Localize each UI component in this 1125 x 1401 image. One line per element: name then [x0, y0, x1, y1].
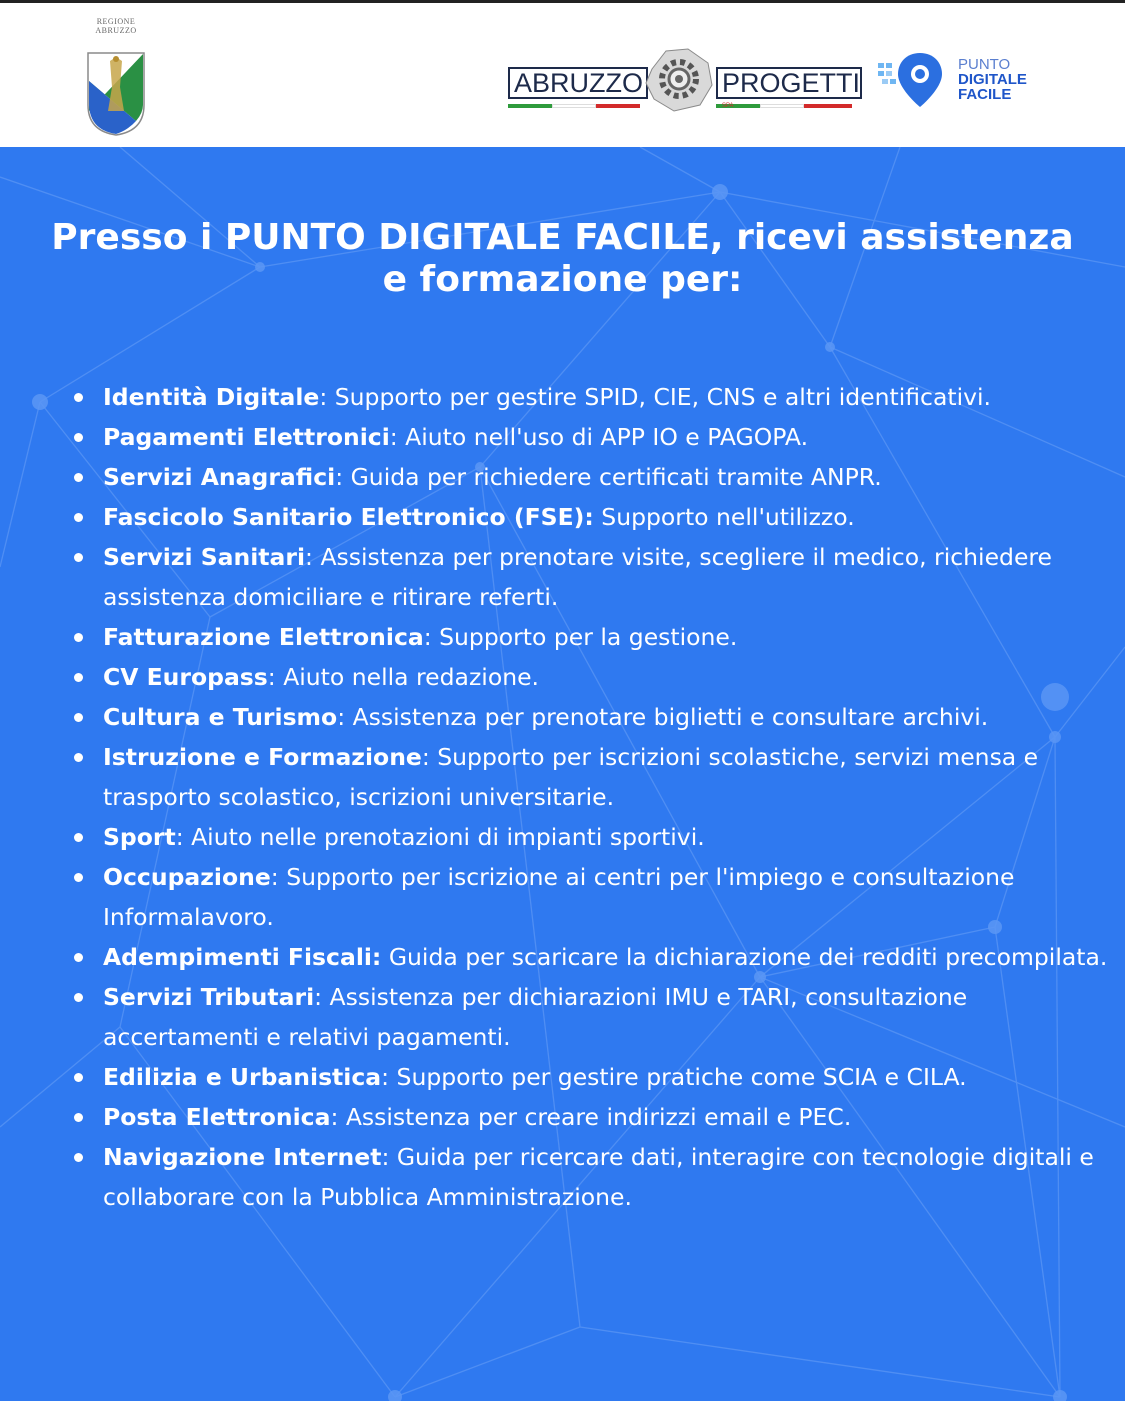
pdf-logo-line3: FACILE	[958, 86, 1012, 103]
service-separator: :	[319, 383, 335, 411]
service-separator: :	[267, 663, 284, 691]
service-description: Aiuto nelle prenotazioni di impianti sportivi.	[191, 823, 705, 851]
service-name: Cultura e Turismo	[103, 703, 338, 731]
service-item	[70, 497, 1120, 537]
service-item	[70, 537, 1120, 617]
service-item	[70, 977, 1120, 1057]
service-separator: :	[423, 623, 440, 651]
page-title: Presso i PUNTO DIGITALE FACILE, ricevi assistenza e formazione per:	[51, 217, 1074, 300]
service-name: Fatturazione Elettronica	[103, 623, 424, 651]
service-name: Servizi Tributari	[103, 983, 315, 1011]
service-name: Servizi Sanitari	[103, 543, 306, 571]
service-item	[70, 657, 1120, 697]
main-panel	[0, 147, 1125, 1401]
pdf-logo-line1: PUNTO	[958, 56, 1011, 73]
spa-text: SPA	[722, 103, 734, 109]
service-description: Aiuto nella redazione.	[283, 663, 540, 691]
abruzzo-logo-text: ABRUZZO	[508, 67, 648, 99]
service-description: Assistenza per creare indirizzi email e PEC.	[345, 1103, 852, 1131]
service-description: Supporto per gestire SPID, CIE, CNS e altri identificativi.	[334, 383, 992, 411]
punto-digitale-facile-logo	[876, 49, 1046, 111]
service-description: Assistenza per prenotare visite, scegliere il medico, richiedere assistenza domiciliare e ritirare referti.	[103, 543, 1053, 611]
service-separator: :	[314, 983, 330, 1011]
service-item	[70, 377, 1120, 417]
service-name: Adempimenti Fiscali:	[103, 943, 382, 971]
service-name: Sport	[103, 823, 176, 851]
service-item	[70, 417, 1120, 457]
service-separator: :	[421, 743, 438, 771]
service-item	[70, 737, 1120, 817]
service-separator: :	[381, 1063, 397, 1091]
service-name: CV Europass	[103, 663, 268, 691]
service-name: Identità Digitale	[103, 383, 320, 411]
service-separator: :	[337, 703, 353, 731]
service-name: Istruzione e Formazione	[103, 743, 422, 771]
service-separator: :	[335, 463, 351, 491]
service-name: Servizi Anagrafici	[103, 463, 336, 491]
service-description: Assistenza per prenotare biglietti e consultare archivi.	[352, 703, 989, 731]
service-name: Occupazione	[103, 863, 271, 891]
service-separator: :	[389, 423, 406, 451]
region-logo-line2: ABRUZZO	[95, 26, 137, 35]
gear-icon	[644, 47, 714, 113]
service-separator: :	[305, 543, 321, 571]
progetti-logo-text: PROGETTI	[716, 67, 862, 99]
logo-stripe-white	[552, 104, 596, 108]
service-item	[70, 617, 1120, 657]
service-item	[70, 457, 1120, 497]
pdf-logo-line2: DIGITALE	[958, 71, 1027, 88]
service-description: Supporto per iscrizione ai centri per l'impiego e consultazione Informalavoro.	[103, 863, 1015, 931]
service-separator: :	[175, 823, 192, 851]
service-name: Pagamenti Elettronici	[103, 423, 390, 451]
service-name: Fascicolo Sanitario Elettronico (FSE):	[103, 503, 594, 531]
service-description: Supporto per iscrizioni scolastiche, servizi mensa e trasporto scolastico, iscrizioni universitarie.	[103, 743, 1039, 811]
service-description: Supporto nell'utilizzo.	[601, 503, 855, 531]
region-shield-icon	[86, 51, 146, 137]
logo-stripe-red	[596, 104, 640, 108]
service-description: Assistenza per dichiarazioni IMU e TARI, consultazione accertamenti e relativi pagamenti.	[103, 983, 968, 1051]
service-description: Supporto per la gestione.	[439, 623, 738, 651]
header	[0, 0, 1125, 147]
service-description: Guida per ricercare dati, interagire con tecnologie digitali e collaborare con la Pubblica Amministrazione.	[103, 1143, 1094, 1211]
service-description: Supporto per gestire pratiche come SCIA e CILA.	[396, 1063, 967, 1091]
service-item	[70, 937, 1120, 977]
service-separator: :	[330, 1103, 346, 1131]
service-item	[70, 817, 1120, 857]
service-name: Navigazione Internet	[103, 1143, 382, 1171]
service-item	[70, 1137, 1120, 1217]
logo-stripe-green	[508, 104, 552, 108]
service-name: Edilizia e Urbanistica	[103, 1063, 382, 1091]
service-separator: :	[270, 863, 287, 891]
service-item	[70, 857, 1120, 937]
region-logo	[80, 17, 152, 35]
region-logo-line1: REGIONE	[96, 17, 136, 26]
logo-stripe-white-2	[760, 104, 804, 108]
service-description: Guida per scaricare la dichiarazione dei redditi precompilata.	[388, 943, 1108, 971]
service-item	[70, 1057, 1120, 1097]
pdf-logo-text	[958, 57, 1027, 102]
service-separator	[381, 943, 388, 971]
abruzzo-progetti-logo	[504, 47, 861, 109]
service-item	[70, 1097, 1120, 1137]
service-name: Posta Elettronica	[103, 1103, 331, 1131]
logo-stripe-red-2	[804, 104, 852, 108]
location-pin-icon	[876, 49, 952, 111]
service-item	[70, 697, 1120, 737]
service-separator: :	[381, 1143, 397, 1171]
service-description: Aiuto nell'uso di APP IO e PAGOPA.	[405, 423, 809, 451]
service-description: Guida per richiedere certificati tramite ANPR.	[350, 463, 882, 491]
services-list	[70, 377, 1120, 1217]
